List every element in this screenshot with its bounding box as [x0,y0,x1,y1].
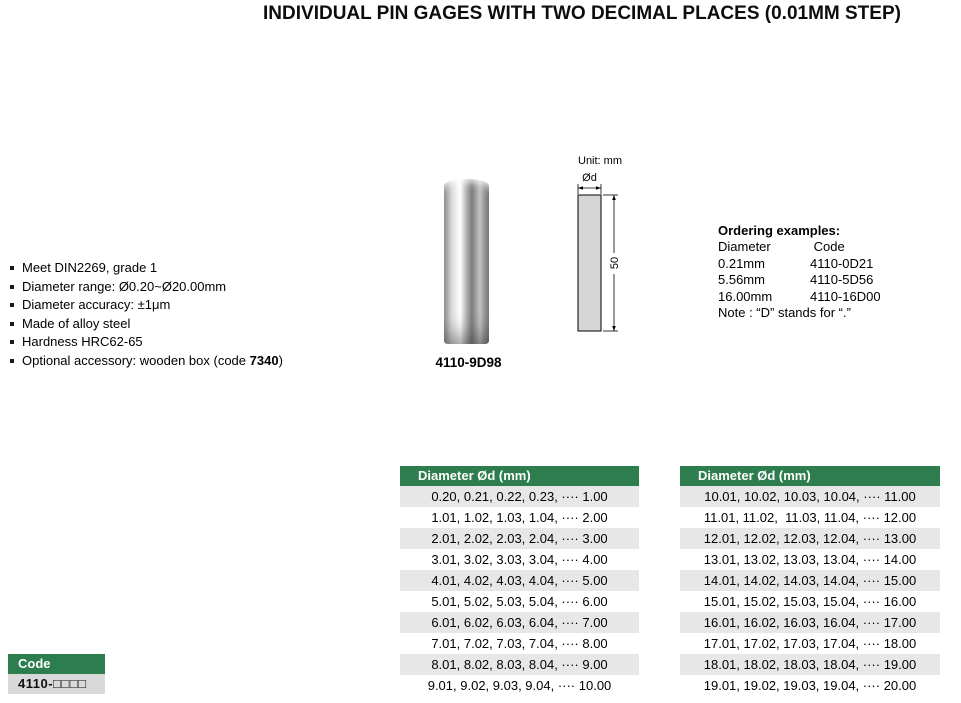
table-row: 2.01, 2.02, 2.03, 2.04, ···· 3.00 [400,528,639,549]
table-row: 19.01, 19.02, 19.03, 19.04, ···· 20.00 [680,675,940,696]
table-row: 11.01, 11.02, 11.03, 11.04, ···· 12.00 [680,507,940,528]
ordering-row [718,256,881,272]
bullet-square-icon [10,359,14,363]
feature-text: Meet DIN2269, grade 1 [22,260,158,275]
features-list [8,259,283,371]
feature-text: Optional accessory: wooden box (code 7340) [22,352,283,368]
table-row: 0.20, 0.21, 0.22, 0.23, ···· 1.00 [400,486,639,507]
ordering-rows [718,256,881,305]
ordering-row [718,289,881,305]
table-row: 17.01, 17.02, 17.03, 17.04, ···· 18.00 [680,633,940,654]
feature-item [8,259,283,278]
feature-item [8,352,283,371]
feature-item [8,333,283,352]
table-header: Diameter Ød (mm) [400,466,639,486]
ordering-code: 4110-0D21 [810,255,874,271]
table-row: 10.01, 10.02, 10.03, 10.04, ···· 11.00 [680,486,940,507]
code-box [8,654,105,694]
product-model-label: 4110-9D98 [435,355,502,370]
unit-label: Unit: mm [578,155,622,167]
table-row: 6.01, 6.02, 6.03, 6.04, ···· 7.00 [400,612,639,633]
bullet-square-icon [10,322,14,326]
feature-item [8,278,283,297]
table-header: Diameter Ød (mm) [680,466,940,486]
table-row: 15.01, 15.02, 15.03, 15.04, ···· 16.00 [680,591,940,612]
ordering-note: Note : “D” stands for “.” [718,305,851,321]
table-row: 14.01, 14.02, 14.03, 14.04, ···· 15.00 [680,570,940,591]
code-box-value: 4110-□□□□ [8,674,105,694]
feature-text: Diameter range: Ø0.20~Ø20.00mm [22,278,227,294]
length-dim-label: 50 [609,256,621,270]
ordering-diameter: 0.21mm [718,255,765,271]
pin-cylinder [444,179,489,344]
feature-text: Diameter accuracy: ±1μm [22,297,171,313]
table-row: 4.01, 4.02, 4.03, 4.04, ···· 5.00 [400,570,639,591]
table-row: 8.01, 8.02, 8.03, 8.04, ···· 9.00 [400,654,639,675]
diameter-table-left [400,466,639,696]
page-title: INDIVIDUAL PIN GAGES WITH TWO DECIMAL PLACES (0.01MM STEP) [263,3,901,24]
bullet-square-icon [10,285,14,289]
code-box-header: Code [8,654,105,674]
ordering-title: Ordering examples: [718,223,841,238]
ordering-examples [718,223,881,321]
bullet-square-icon [10,303,14,307]
arrowhead-icon [596,186,601,190]
table-row: 18.01, 18.02, 18.03, 18.04, ···· 19.00 [680,654,940,675]
table-row: 16.01, 16.02, 16.03, 16.04, ···· 17.00 [680,612,940,633]
diameter-dim-label: Ød [582,172,597,184]
ordering-code: 4110-5D56 [810,272,874,288]
ordering-header-row [718,239,881,255]
table-row: 13.01, 13.02, 13.03, 13.04, ···· 14.00 [680,549,940,570]
feature-item [8,296,283,315]
table-row: 5.01, 5.02, 5.03, 5.04, ···· 6.00 [400,591,639,612]
ordering-col-code: Code [813,239,845,255]
feature-item [8,315,283,334]
dimension-diagram [556,150,656,345]
ordering-row [718,272,881,288]
arrowhead-icon [612,195,616,200]
pin-outline [578,195,601,331]
ordering-diameter: 16.00mm [718,288,773,304]
bullet-square-icon [10,266,14,270]
table-row: 12.01, 12.02, 12.03, 12.04, ···· 13.00 [680,528,940,549]
table-row: 1.01, 1.02, 1.03, 1.04, ···· 2.00 [400,507,639,528]
ordering-code: 4110-16D00 [810,288,881,304]
bullet-square-icon [10,340,14,344]
diameter-table-right [680,466,940,696]
table-row: 9.01, 9.02, 9.03, 9.04, ···· 10.00 [400,675,639,696]
table-row: 3.01, 3.02, 3.03, 3.04, ···· 4.00 [400,549,639,570]
arrowhead-icon [578,186,583,190]
ordering-diameter: 5.56mm [718,272,765,288]
feature-text: Hardness HRC62-65 [22,334,143,350]
pin-gage-photo [444,179,489,344]
arrowhead-icon [612,326,616,331]
table-row: 7.01, 7.02, 7.03, 7.04, ···· 8.00 [400,633,639,654]
ordering-col-diameter: Diameter [718,239,771,255]
feature-text: Made of alloy steel [22,315,131,331]
